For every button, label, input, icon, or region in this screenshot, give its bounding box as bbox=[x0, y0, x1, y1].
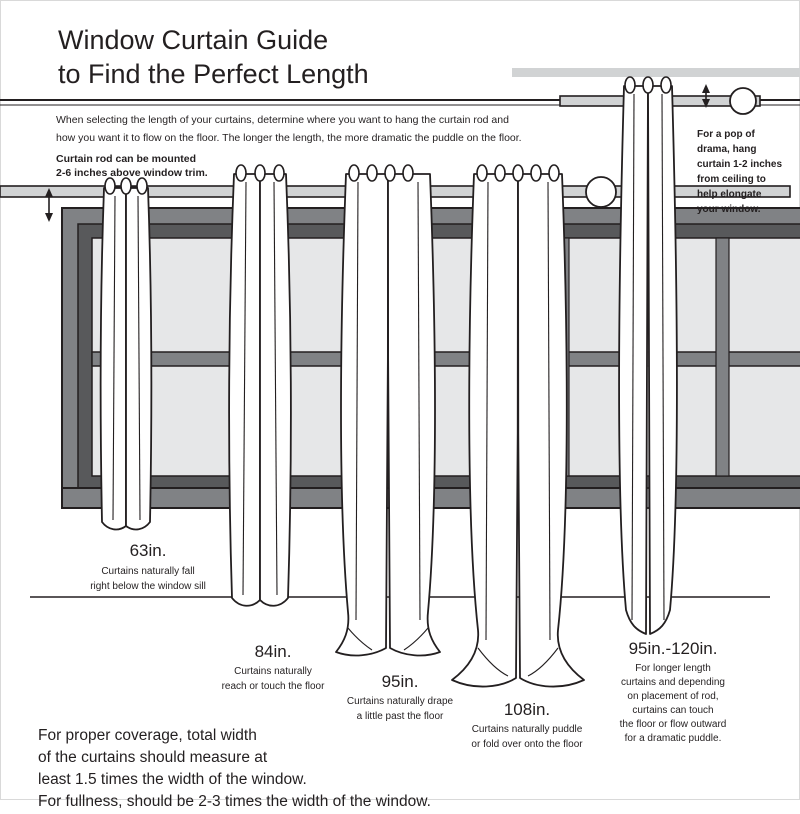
label-95in-desc-1: Curtains naturally drape bbox=[346, 696, 454, 707]
label-95in-desc-2: a little past the floor bbox=[356, 711, 444, 722]
curtain-95-120in-rings bbox=[625, 77, 671, 93]
intro-line-2: how you want it to flow on the floor. The longer the length, the more dramatic the puddle on the floor. bbox=[56, 132, 522, 144]
label-95-120in-size: 95in.-120in. bbox=[628, 639, 718, 658]
label-63in-desc-2: right below the window sill bbox=[90, 581, 206, 592]
label-95-120in-desc-4: curtains can touch bbox=[632, 705, 714, 716]
label-108in-desc-1: Curtains naturally puddle bbox=[471, 724, 583, 735]
drama-note-line-1: For a pop of bbox=[697, 129, 755, 140]
label-95-120in-desc-3: on placement of rod, bbox=[627, 691, 719, 702]
label-108in-desc-2: or fold over onto the floor bbox=[471, 739, 583, 750]
drama-note-line-6: your window. bbox=[697, 204, 761, 215]
rod-note-line-2: 2-6 inches above window trim. bbox=[56, 167, 208, 179]
label-84in-size: 84in. bbox=[254, 642, 292, 661]
footer-line-2: of the curtains should measure at bbox=[38, 749, 268, 766]
intro-line-1: When selecting the length of your curtains, determine where you want to hang the curtain rod and bbox=[56, 114, 509, 126]
page-title-line-1: Window Curtain Guide bbox=[58, 25, 329, 55]
label-95in-size: 95in. bbox=[381, 672, 419, 691]
rod-note-line-1: Curtain rod can be mounted bbox=[56, 153, 197, 165]
label-84in-desc-1: Curtains naturally bbox=[234, 666, 312, 677]
page-title-line-2: to Find the Perfect Length bbox=[58, 59, 369, 89]
drama-note-line-2: drama, hang bbox=[697, 144, 757, 155]
label-63in-desc-1: Curtains naturally fall bbox=[101, 566, 195, 577]
footer-line-1: For proper coverage, total width bbox=[38, 727, 257, 744]
label-84in-desc-2: reach or touch the floor bbox=[221, 681, 325, 692]
title-accent-bar bbox=[512, 68, 800, 77]
drama-note-line-3: curtain 1-2 inches bbox=[697, 159, 783, 170]
curtain-84in-rings bbox=[236, 165, 284, 181]
label-95-120in-desc-5: the floor or flow outward bbox=[619, 719, 727, 730]
label-95-120in-desc-6: for a dramatic puddle. bbox=[624, 733, 722, 744]
drama-note-line-4: from ceiling to bbox=[697, 174, 766, 185]
drama-note-line-5: help elongate bbox=[697, 189, 762, 200]
label-95-120in-desc-1: For longer length bbox=[635, 663, 711, 674]
label-63in-size: 63in. bbox=[129, 541, 167, 560]
footer-line-3: least 1.5 times the width of the window. bbox=[38, 771, 307, 788]
curtain-84in bbox=[229, 174, 291, 606]
curtain-63in bbox=[101, 187, 152, 530]
footer-line-4: For fullness, should be 2-3 times the width of the window. bbox=[38, 793, 431, 810]
label-108in-size: 108in. bbox=[503, 700, 551, 719]
label-95-120in-desc-2: curtains and depending bbox=[621, 677, 725, 688]
